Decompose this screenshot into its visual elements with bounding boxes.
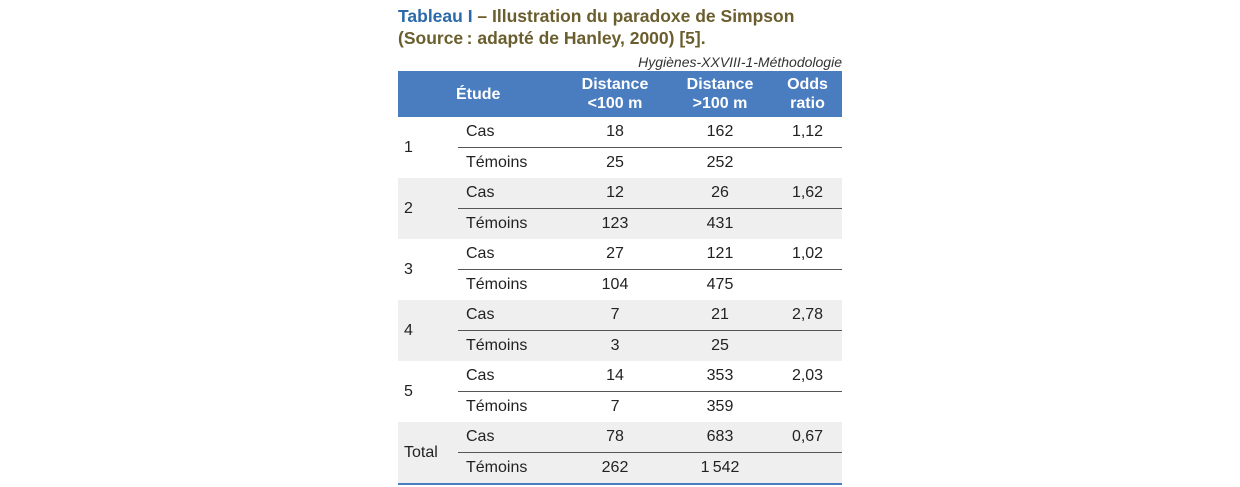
table-row xyxy=(398,178,842,209)
cell-odds-ratio: 2,78 xyxy=(773,300,842,331)
cell-distance-lt: 7 xyxy=(610,398,620,415)
table-row xyxy=(398,239,842,270)
table-row xyxy=(398,209,842,240)
row-role: Témoins xyxy=(458,331,563,362)
cell-distance-gt: 162 xyxy=(667,117,773,148)
cell-distance-lt: 18 xyxy=(563,117,667,148)
row-role: Cas xyxy=(458,361,563,392)
row-role: Cas xyxy=(458,300,563,331)
cell-distance-lt: 27 xyxy=(563,239,667,270)
row-role: Cas xyxy=(458,239,563,270)
cell-distance-lt: 25 xyxy=(606,154,624,171)
table-row xyxy=(398,117,842,148)
caption-lead: Tableau I xyxy=(398,6,473,26)
cell-distance-lt: 12 xyxy=(563,178,667,209)
row-role: Témoins xyxy=(466,398,528,415)
row-role: Cas xyxy=(458,178,563,209)
table-figure xyxy=(398,5,842,485)
cell-distance-gt: 1 542 xyxy=(667,453,773,485)
cell-odds-ratio xyxy=(773,392,842,423)
cell-distance-lt: 78 xyxy=(563,422,667,453)
row-role: Témoins xyxy=(458,453,563,485)
row-role: Témoins xyxy=(466,276,528,293)
table-row xyxy=(398,422,842,453)
study-label: 2 xyxy=(398,178,458,239)
header-odds-ratio: Odds ratio xyxy=(773,71,842,117)
header-distance-lt: Distance <100 m xyxy=(563,71,667,117)
source-line: Hygiènes-XXVIII-1-Méthodologie xyxy=(638,54,842,70)
cell-odds-ratio: 0,67 xyxy=(773,422,842,453)
cell-odds-ratio: 1,62 xyxy=(773,178,842,209)
cell-distance-gt: 353 xyxy=(667,361,773,392)
table-row xyxy=(398,148,842,179)
table-caption xyxy=(398,5,842,49)
row-role: Témoins xyxy=(466,154,528,171)
cell-distance-gt: 475 xyxy=(706,276,734,293)
header-distance-gt: Distance >100 m xyxy=(667,71,773,117)
cell-distance-lt: 123 xyxy=(563,209,667,240)
cell-distance-gt: 252 xyxy=(706,154,734,171)
cell-distance-lt: 7 xyxy=(563,300,667,331)
cell-distance-gt: 359 xyxy=(706,398,734,415)
cell-odds-ratio: 2,03 xyxy=(773,361,842,392)
cell-odds-ratio xyxy=(773,209,842,240)
row-role: Cas xyxy=(458,422,563,453)
row-role: Cas xyxy=(458,117,563,148)
study-label: 3 xyxy=(404,260,413,278)
cell-odds-ratio xyxy=(773,331,842,362)
cell-distance-gt: 21 xyxy=(667,300,773,331)
caption-text: – Illustration du paradoxe de Simpson (Source : adapté de Hanley, 2000) [5]. xyxy=(398,6,795,48)
table-row xyxy=(398,453,842,485)
simpson-table xyxy=(398,71,842,485)
cell-odds-ratio xyxy=(773,148,842,179)
cell-odds-ratio xyxy=(773,453,842,485)
header-row xyxy=(398,71,842,117)
cell-distance-lt: 14 xyxy=(563,361,667,392)
cell-odds-ratio xyxy=(773,270,842,301)
cell-distance-gt: 121 xyxy=(667,239,773,270)
study-label: Total xyxy=(398,422,458,484)
study-label: 5 xyxy=(404,382,413,400)
table-row xyxy=(398,331,842,362)
cell-distance-gt: 25 xyxy=(667,331,773,362)
cell-odds-ratio: 1,12 xyxy=(773,117,842,148)
cell-distance-lt: 3 xyxy=(563,331,667,362)
study-label: 1 xyxy=(404,138,413,156)
study-label: 4 xyxy=(398,300,458,361)
cell-distance-gt: 431 xyxy=(667,209,773,240)
cell-odds-ratio: 1,02 xyxy=(773,239,842,270)
cell-distance-lt: 262 xyxy=(563,453,667,485)
cell-distance-gt: 683 xyxy=(667,422,773,453)
table-body xyxy=(398,117,842,484)
table-row xyxy=(398,270,842,301)
row-role: Témoins xyxy=(458,209,563,240)
table-row xyxy=(398,361,842,392)
table-row xyxy=(398,392,842,423)
cell-distance-gt: 26 xyxy=(667,178,773,209)
header-etude: Étude xyxy=(398,71,563,117)
table-row xyxy=(398,300,842,331)
cell-distance-lt: 104 xyxy=(601,276,629,293)
